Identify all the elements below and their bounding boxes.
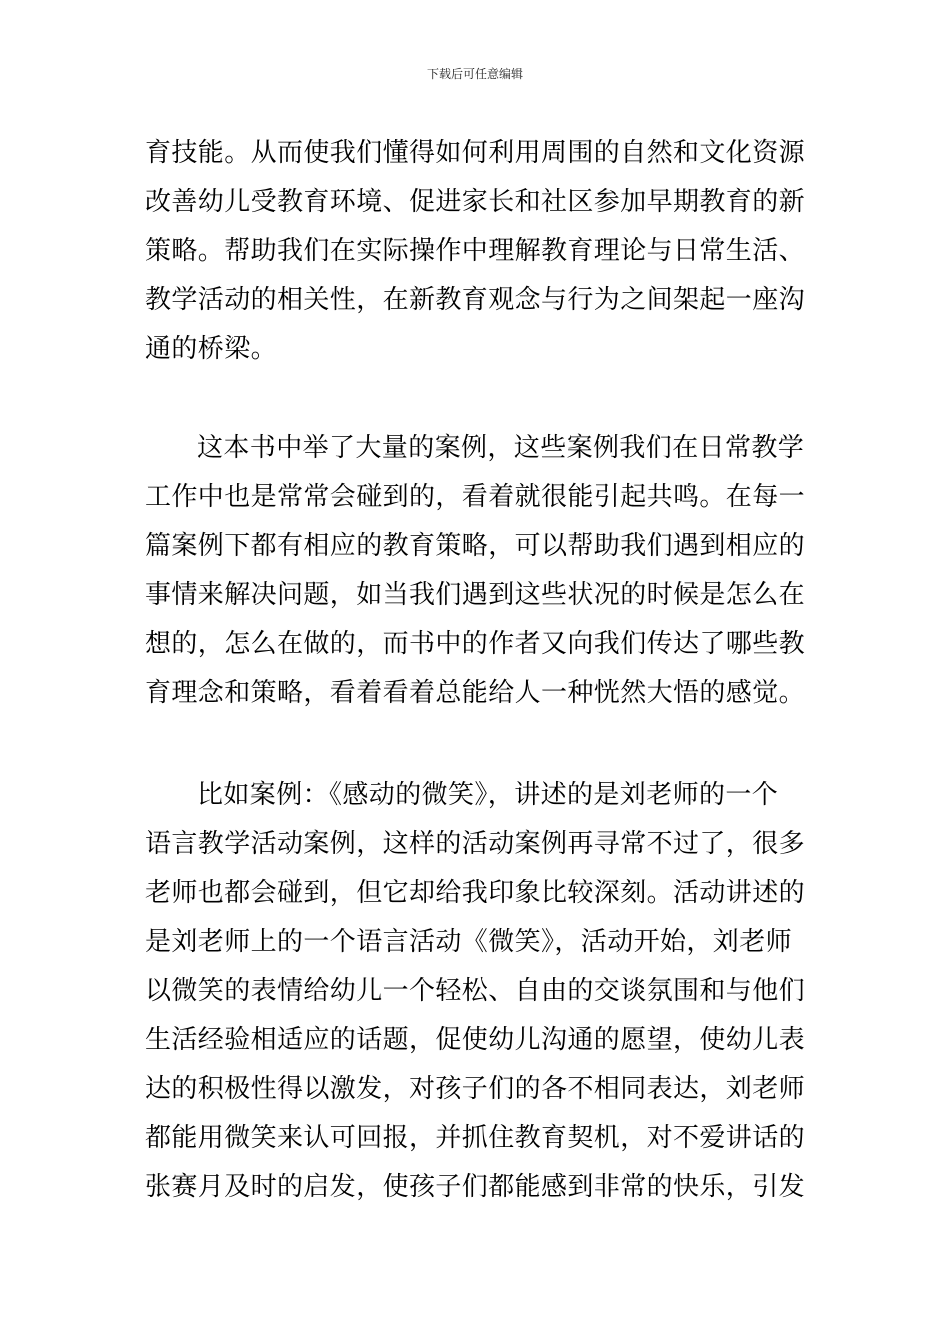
paragraph-line: 以微笑的表情给幼儿一个轻松、自由的交谈氛围和与他们 xyxy=(145,976,806,1006)
paragraph-line: 张赛月及时的启发，使孩子们都能感到非常的快乐，引发 xyxy=(145,1172,806,1202)
paragraph-line: 语言教学活动案例，这样的活动案例再寻常不过了，很多 xyxy=(145,829,806,859)
paragraph-line: 育技能。从而使我们懂得如何利用周围的自然和文化资源 xyxy=(145,138,806,168)
paragraph-line: 事情来解决问题，如当我们遇到这些状况的时候是怎么在 xyxy=(145,580,806,610)
paragraph-line: 比如案例：《感动的微笑》，讲述的是刘老师的一个 xyxy=(197,780,779,810)
paragraph-line: 改善幼儿受教育环境、促进家长和社区参加早期教育的新 xyxy=(145,187,806,217)
paragraph-3 xyxy=(145,771,810,1212)
paragraph-line: 达的积极性得以激发，对孩子们的各不相同表达，刘老师 xyxy=(145,1074,806,1104)
paragraph-line: 工作中也是常常会碰到的，看着就很能引起共鸣。在每一 xyxy=(145,482,806,512)
paragraph-line: 教学活动的相关性，在新教育观念与行为之间架起一座沟 xyxy=(145,285,806,315)
paragraph-line: 想的，怎么在做的，而书中的作者又向我们传达了哪些教 xyxy=(145,629,806,659)
paragraph-line: 育理念和策略，看着看着总能给人一种恍然大悟的感觉。 xyxy=(145,678,806,708)
paragraph-line: 策略。帮助我们在实际操作中理解教育理论与日常生活、 xyxy=(145,236,806,266)
paragraph-2 xyxy=(145,424,810,718)
paragraph-1 xyxy=(145,129,810,374)
paragraph-line: 这本书中举了大量的案例，这些案例我们在日常教学 xyxy=(197,433,805,463)
paragraph-line: 是刘老师上的一个语言活动《微笑》，活动开始，刘老师 xyxy=(145,927,793,957)
paragraph-line: 生活经验相适应的话题，促使幼儿沟通的愿望，使幼儿表 xyxy=(145,1025,806,1055)
paragraph-line: 篇案例下都有相应的教育策略，可以帮助我们遇到相应的 xyxy=(145,531,806,561)
paragraph-line: 老师也都会碰到，但它却给我印象比较深刻。活动讲述的 xyxy=(145,878,806,908)
page-header: 下载后可任意编辑 xyxy=(426,67,523,81)
paragraph-line: 都能用微笑来认可回报，并抓住教育契机，对不爱讲话的 xyxy=(145,1123,806,1153)
paragraph-line: 通的桥梁。 xyxy=(145,334,278,364)
